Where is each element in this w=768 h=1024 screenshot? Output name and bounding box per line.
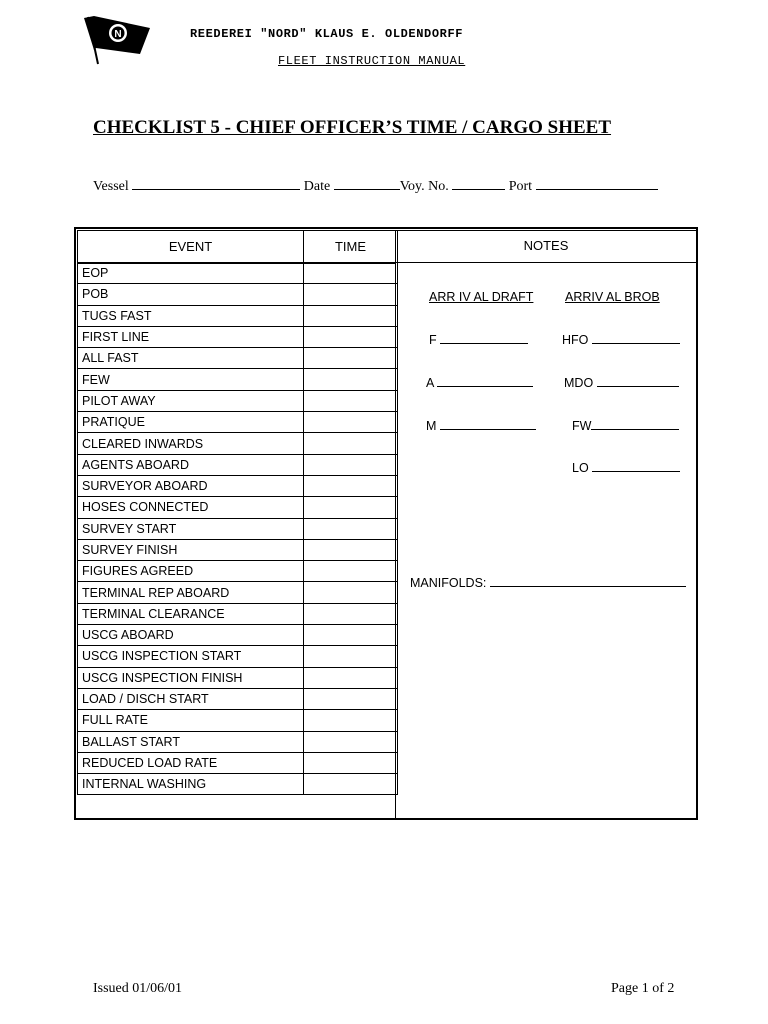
- brob-lo-label: LO: [572, 461, 589, 475]
- brob-hfo-label: HFO: [562, 333, 589, 347]
- issued-date: Issued 01/06/01: [93, 981, 183, 996]
- brob-lo: [572, 461, 680, 475]
- event-cell: SURVEY FINISH: [78, 539, 304, 560]
- table-row: [78, 412, 398, 433]
- table-row: [78, 390, 398, 411]
- table-row: [78, 284, 398, 305]
- event-cell: INTERNAL WASHING: [78, 774, 304, 795]
- table-row: [78, 263, 398, 284]
- table-row: [78, 305, 398, 326]
- time-cell[interactable]: [304, 326, 398, 347]
- brob-hfo: [562, 333, 680, 347]
- voy-field[interactable]: [452, 177, 505, 190]
- table-row: [78, 625, 398, 646]
- table-row: [78, 518, 398, 539]
- time-cell[interactable]: [304, 390, 398, 411]
- event-cell: FEW: [78, 369, 304, 390]
- time-cell[interactable]: [304, 305, 398, 326]
- time-cell[interactable]: [304, 433, 398, 454]
- arrival-draft-heading: ARR IV AL DRAFT: [429, 290, 534, 304]
- event-cell: FIRST LINE: [78, 326, 304, 347]
- event-cell: USCG INSPECTION START: [78, 646, 304, 667]
- event-cell: PILOT AWAY: [78, 390, 304, 411]
- form-fields: [93, 177, 658, 195]
- event-cell: TERMINAL REP ABOARD: [78, 582, 304, 603]
- brob-mdo-field[interactable]: [597, 376, 679, 387]
- brob-fw: [572, 419, 679, 433]
- date-field[interactable]: [334, 177, 400, 190]
- event-cell: AGENTS ABOARD: [78, 454, 304, 475]
- svg-text:N: N: [114, 29, 122, 40]
- table-row: [78, 369, 398, 390]
- table-row: [78, 454, 398, 475]
- table-row: [78, 603, 398, 624]
- time-cell[interactable]: [304, 625, 398, 646]
- event-cell: USCG INSPECTION FINISH: [78, 667, 304, 688]
- event-cell: ALL FAST: [78, 348, 304, 369]
- time-cell[interactable]: [304, 561, 398, 582]
- time-cell[interactable]: [304, 710, 398, 731]
- table-row: [78, 348, 398, 369]
- time-cell[interactable]: [304, 774, 398, 795]
- time-cell[interactable]: [304, 518, 398, 539]
- table-row: [78, 710, 398, 731]
- time-cell[interactable]: [304, 412, 398, 433]
- event-header: EVENT: [78, 231, 304, 263]
- draft-a-label: A: [426, 376, 434, 390]
- event-cell: TERMINAL CLEARANCE: [78, 603, 304, 624]
- time-cell[interactable]: [304, 539, 398, 560]
- vessel-label: Vessel: [93, 179, 129, 194]
- vessel-field[interactable]: [132, 177, 300, 190]
- time-cell[interactable]: [304, 475, 398, 496]
- notes-header: NOTES: [395, 230, 697, 263]
- time-cell[interactable]: [304, 667, 398, 688]
- event-cell: HOSES CONNECTED: [78, 497, 304, 518]
- table-row: [78, 752, 398, 773]
- port-field[interactable]: [536, 177, 658, 190]
- event-cell: BALLAST START: [78, 731, 304, 752]
- time-cell[interactable]: [304, 688, 398, 709]
- time-cell[interactable]: [304, 348, 398, 369]
- time-cell[interactable]: [304, 497, 398, 518]
- table-row: [78, 774, 398, 795]
- draft-f-field[interactable]: [440, 333, 528, 344]
- table-row: [78, 646, 398, 667]
- event-cell: EOP: [78, 263, 304, 284]
- time-cell[interactable]: [304, 454, 398, 475]
- time-cell[interactable]: [304, 369, 398, 390]
- page-number: Page 1 of 2: [611, 981, 675, 996]
- table-row: [78, 688, 398, 709]
- time-cell[interactable]: [304, 263, 398, 284]
- table-row: [78, 539, 398, 560]
- table-row: [78, 475, 398, 496]
- draft-f: [429, 333, 528, 347]
- brob-lo-field[interactable]: [592, 461, 680, 472]
- table-row: [78, 667, 398, 688]
- table-row: [78, 561, 398, 582]
- table-row: [78, 731, 398, 752]
- event-cell: FULL RATE: [78, 710, 304, 731]
- voy-label: Voy. No.: [399, 179, 449, 194]
- manifolds-field[interactable]: [490, 576, 686, 587]
- manifolds: [410, 576, 686, 590]
- event-cell: LOAD / DISCH START: [78, 688, 304, 709]
- draft-m: [426, 419, 536, 433]
- date-label: Date: [303, 179, 331, 194]
- brob-mdo-label: MDO: [564, 376, 594, 390]
- time-header: TIME: [304, 231, 398, 263]
- event-cell: FIGURES AGREED: [78, 561, 304, 582]
- header-separator: [77, 262, 395, 264]
- brob-fw-field[interactable]: [591, 419, 679, 430]
- table-row: [78, 582, 398, 603]
- event-cell: USCG ABOARD: [78, 625, 304, 646]
- arrival-brob-heading: ARRIV AL BROB: [565, 290, 660, 304]
- manual-title: FLEET INSTRUCTION MANUAL: [278, 54, 466, 68]
- event-cell: POB: [78, 284, 304, 305]
- table-row: [78, 326, 398, 347]
- page-title: CHECKLIST 5 - CHIEF OFFICER’S TIME / CARGO SHEET: [93, 117, 612, 138]
- event-cell: REDUCED LOAD RATE: [78, 752, 304, 773]
- draft-m-field[interactable]: [440, 419, 536, 430]
- manifolds-label: MANIFOLDS:: [410, 576, 487, 590]
- draft-m-label: M: [426, 419, 437, 433]
- time-cell[interactable]: [304, 603, 398, 624]
- draft-f-label: F: [429, 333, 437, 347]
- event-cell: TUGS FAST: [78, 305, 304, 326]
- event-cell: PRATIQUE: [78, 412, 304, 433]
- company-name: REEDEREI "NORD" KLAUS E. OLDENDORFF: [190, 27, 464, 41]
- brob-mdo: [564, 376, 679, 390]
- time-cell[interactable]: [304, 582, 398, 603]
- event-cell: SURVEY START: [78, 518, 304, 539]
- event-table: [77, 230, 398, 795]
- event-cell: CLEARED INWARDS: [78, 433, 304, 454]
- table-row: [78, 433, 398, 454]
- time-cell[interactable]: [304, 646, 398, 667]
- event-cell: SURVEYOR ABOARD: [78, 475, 304, 496]
- draft-a: [426, 376, 533, 390]
- table-row: [78, 497, 398, 518]
- brob-hfo-field[interactable]: [592, 333, 680, 344]
- time-cell[interactable]: [304, 752, 398, 773]
- port-label: Port: [508, 179, 533, 194]
- brob-fw-label: FW: [572, 419, 592, 433]
- flag-logo-icon: [82, 14, 152, 66]
- time-cell[interactable]: [304, 731, 398, 752]
- time-cell[interactable]: [304, 284, 398, 305]
- draft-a-field[interactable]: [437, 376, 533, 387]
